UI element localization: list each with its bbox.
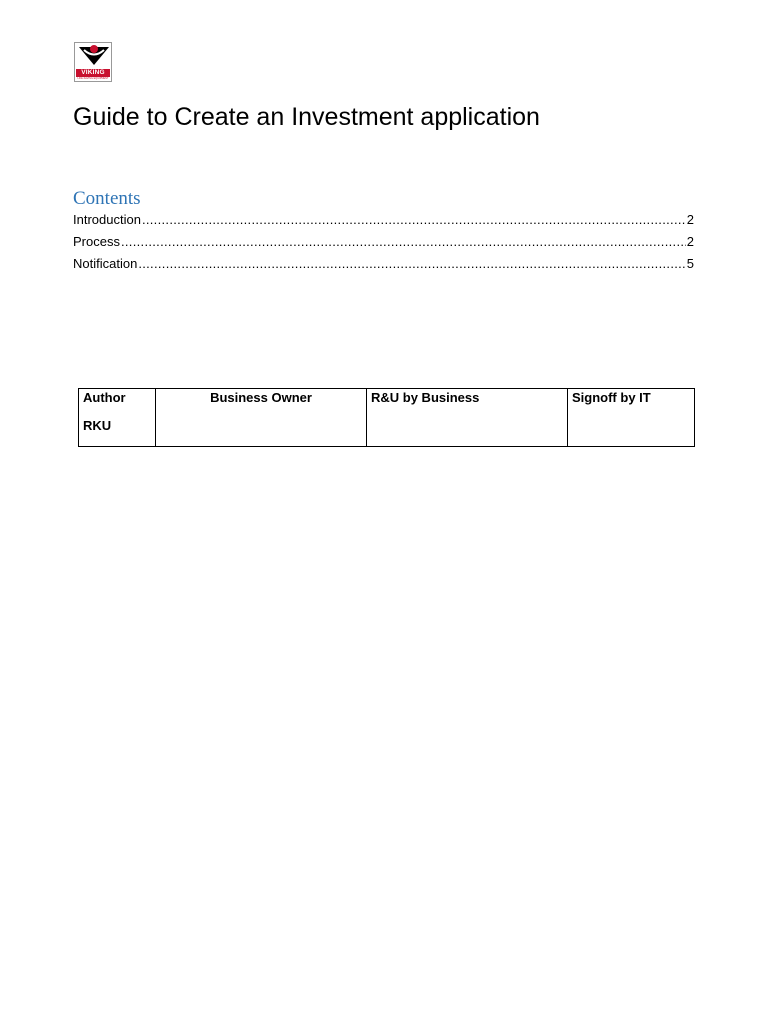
document-title: Guide to Create an Investment application bbox=[73, 103, 540, 131]
toc-entry-process[interactable] bbox=[73, 232, 694, 254]
toc-entry-page: 2 bbox=[686, 212, 694, 227]
logo-brand-text: VIKING bbox=[76, 69, 110, 77]
table-row bbox=[79, 389, 695, 447]
logo-tagline: LIFE-SAVING EQUIPMENT bbox=[77, 77, 109, 80]
table-of-contents bbox=[73, 210, 694, 276]
toc-entry-label: Notification bbox=[73, 256, 138, 271]
toc-entry-page: 5 bbox=[686, 256, 694, 271]
toc-entry-label: Introduction bbox=[73, 212, 141, 227]
toc-leader-dots bbox=[142, 210, 686, 230]
toc-entry-notification[interactable] bbox=[73, 254, 694, 276]
toc-leader-dots bbox=[138, 254, 685, 274]
signoff-by-it-header: Signoff by IT bbox=[572, 390, 651, 405]
toc-entry-introduction[interactable] bbox=[73, 210, 694, 232]
viking-emblem-icon bbox=[75, 43, 112, 69]
author-value: RKU bbox=[83, 418, 112, 433]
toc-leader-dots bbox=[121, 232, 686, 252]
ru-by-business-header: R&U by Business bbox=[371, 390, 480, 405]
business-owner-header: Business Owner bbox=[210, 390, 312, 405]
signoff-table bbox=[78, 388, 695, 447]
author-header: Author bbox=[83, 390, 126, 405]
signoff-by-it-cell bbox=[568, 389, 695, 447]
toc-heading: Contents bbox=[73, 188, 141, 209]
ru-by-business-cell bbox=[367, 389, 568, 447]
company-logo bbox=[74, 42, 112, 82]
toc-entry-page: 2 bbox=[686, 234, 694, 249]
business-owner-cell bbox=[156, 389, 367, 447]
toc-entry-label: Process bbox=[73, 234, 120, 249]
author-cell bbox=[79, 389, 156, 447]
